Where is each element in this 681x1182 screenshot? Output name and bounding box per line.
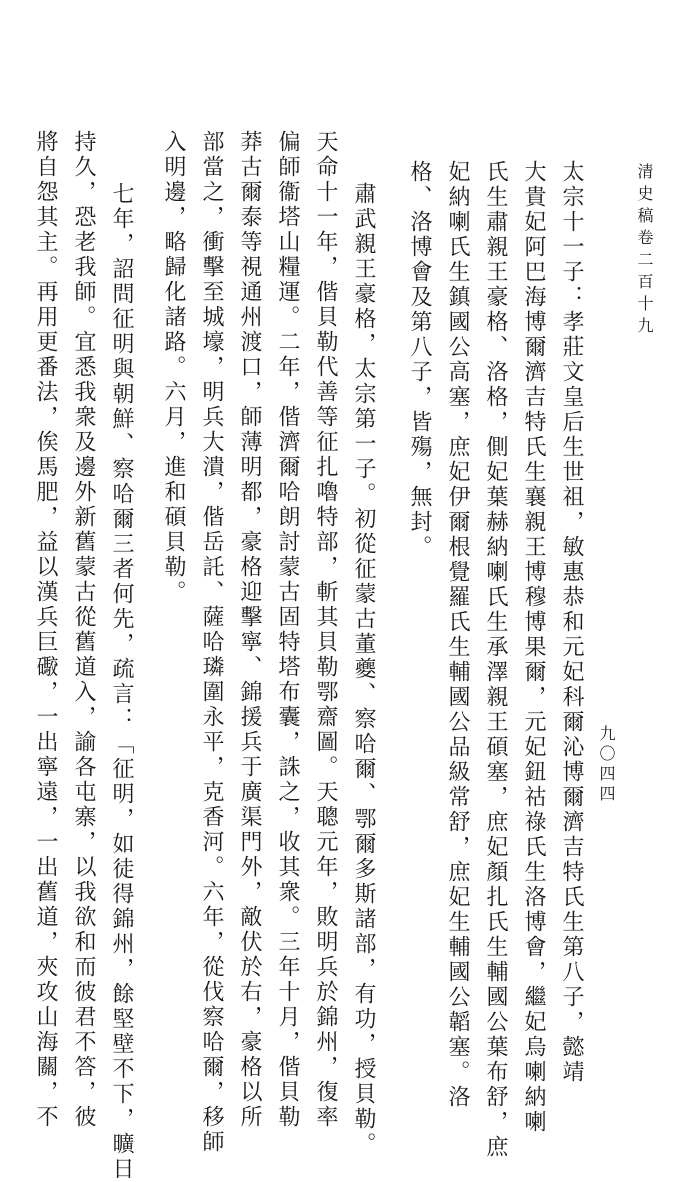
- text-column-8: 偏師衞塔山糧運。二年，偕濟爾哈朗討蒙古固特塔布囊，誅之，收其衆。三年十月，偕貝勒: [275, 130, 300, 1130]
- text-column-10: 部當之，衝擊至城壕，明兵大潰，偕岳託、薩哈璘圍永平，克香河。六年，從伐察哈爾，移師: [199, 130, 224, 1155]
- text-column-4: 妃納喇氏生鎮國公高塞，庶妃伊爾根覺羅氏生輔國公品級常舒，庶妃生輔國公韜塞。洛: [445, 160, 470, 1110]
- text-column-11: 入明邊，略歸化諸路。六月，進和碩貝勒。: [161, 130, 186, 605]
- text-column-12: 七年，詔問征明與朝鮮、察哈爾三者何先，疏言：「征明，如徒得錦州，餘堅壁不下，曠日: [109, 182, 134, 1182]
- text-column-5: 格、洛博會及第八子，皆殤，無封。: [407, 160, 432, 560]
- text-column-2: 大貴妃阿巴海博爾濟吉特氏生襄親王博穆博果爾，元妃鈕祜祿氏生洛博會，繼妃烏喇納喇: [521, 160, 546, 1135]
- text-column-13: 持久，恐老我師。宜悉我衆及邊外新舊蒙古從舊道入，諭各屯寨，以我欲和而彼君不答，彼: [71, 130, 96, 1130]
- text-column-14: 將自怨其主。再用更番法，俟馬肥，益以漢兵巨礮，一出寧遠，一出舊道，夾攻山海關，不: [33, 130, 58, 1130]
- text-column-1: 太宗十一子：孝莊文皇后生世祖，敏惠恭和元妃科爾沁博爾濟吉特氏生第八子，懿靖: [559, 160, 584, 1085]
- running-title: 清史稿卷二百十九: [635, 163, 654, 339]
- text-column-7: 天命十一年，偕貝勒代善等征扎嚕特部，斬其貝勒鄂齋圖。天聰元年，敗明兵於錦州，復率: [313, 130, 338, 1130]
- text-column-3: 氏生肅親王豪格、洛格，側妃葉赫納喇氏生承澤親王碩塞，庶妃顏扎氏生輔國公葉布舒，庶: [483, 160, 508, 1160]
- text-column-9: 莽古爾泰等視通州渡口，師薄明都，豪格迎擊寧、錦援兵于廣渠門外，敵伏於右，豪格以所: [237, 130, 262, 1130]
- text-column-6: 肅武親王豪格，太宗第一子。初從征蒙古董夔、察哈爾、鄂爾多斯諸部，有功，授貝勒。: [351, 182, 376, 1157]
- page-number: 九〇四四: [597, 725, 616, 805]
